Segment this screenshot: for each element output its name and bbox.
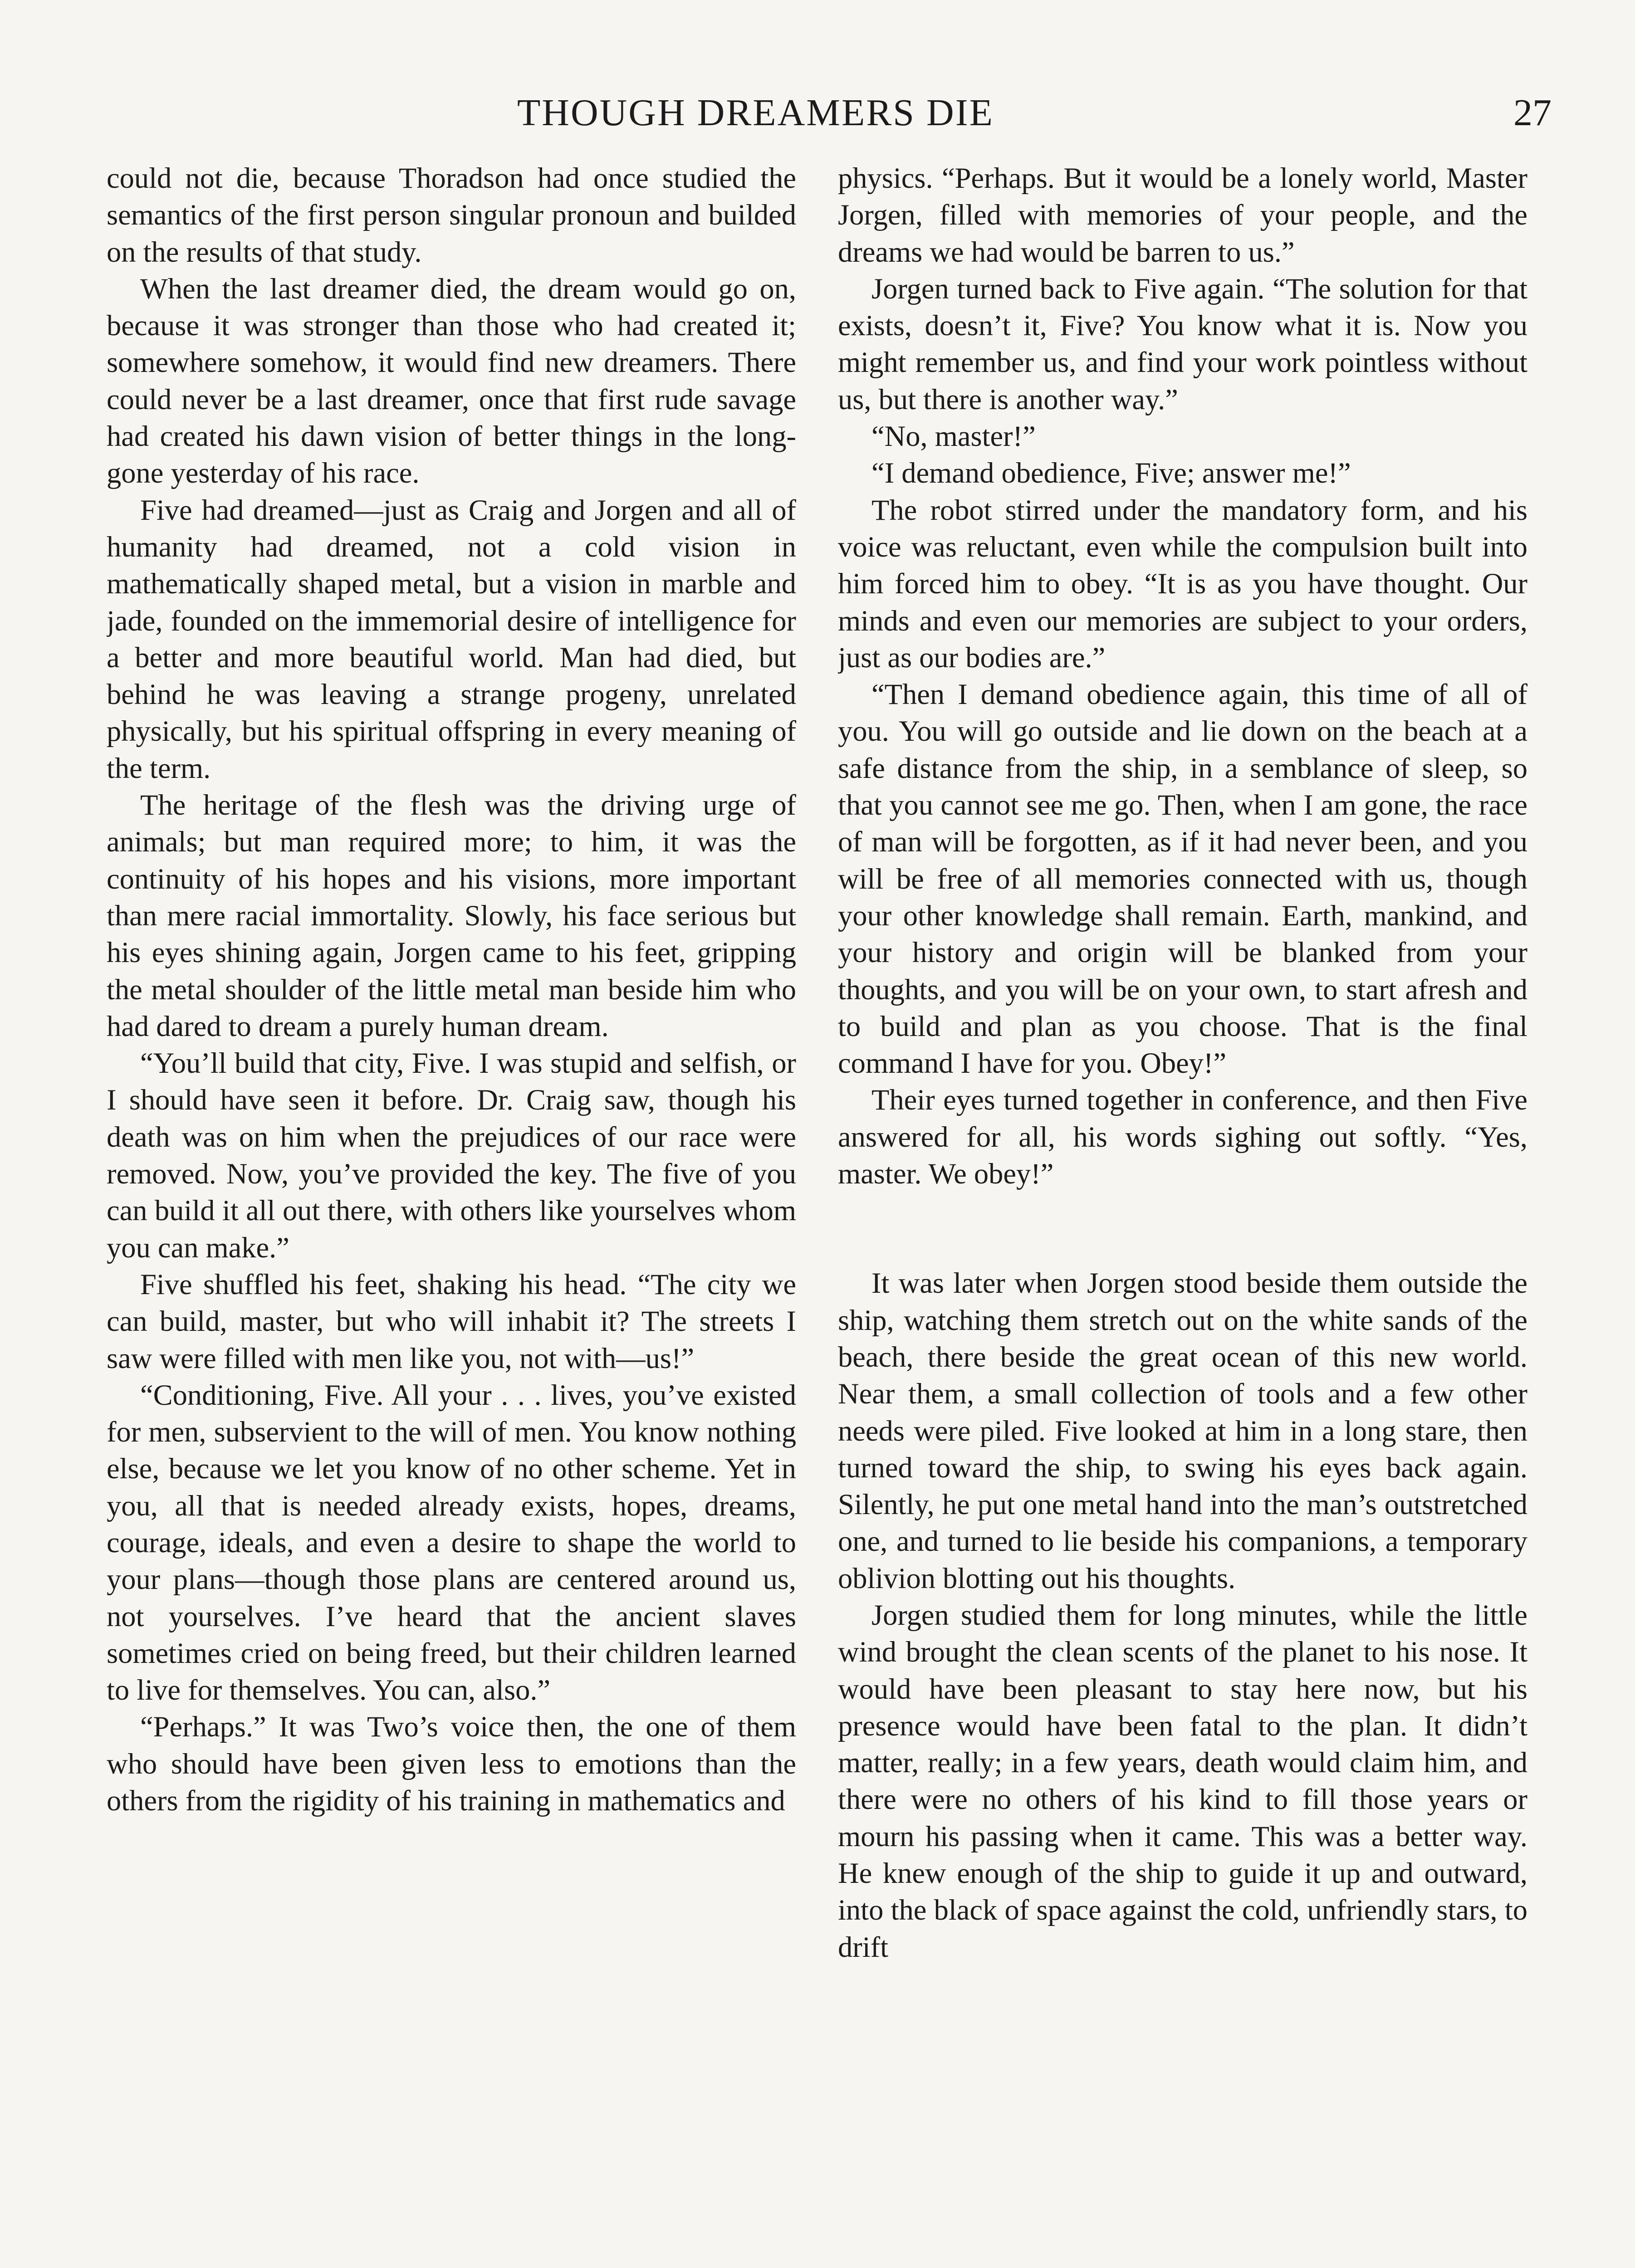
paragraph: The heritage of the flesh was the driving urge of animals; but man required more; to him, it was the continuity of his hopes and his visions, more important than mere racial immortality. Slowly, his face serious but his eyes shining again, Jorgen came to his feet, gripping the metal shoulder of the little metal man beside him who had dared to dream a purely human dream. [107,789,796,1042]
paragraph: physics. “Perhaps. But it would be a lonely world, Master Jorgen, filled with memories of your people, and the dreams we had would be barren to us.” [838,162,1527,268]
paragraph: “Conditioning, Five. All your . . . lives, you’ve existed for men, subservient to the will of men. You know nothing else, because we let you know of no other scheme. Yet in you, all that is needed already exists, hopes, dreams, courage, ideals, and even a desire to shape the world to your plans—though those plans are centered around us, not yourselves. I’ve heard that the ancient slaves sometimes cried on being freed, but their children learned to live for themselves. You can, also.” [107,1378,796,1706]
paragraph: “No, master!” [871,420,1036,453]
paragraph: “Then I demand obedience again, this time of all of you. You will go outside and lie down on the beach at a safe distance from the ship, in a semblance of sleep, so that you cannot see me go. Then, when I am gone, the race of man will be forgotten, as if it had never been, and you will be free of all memories connected with us, though your other knowledge shall remain. Earth, mankind, and your history and origin will be blanked from your thoughts, and you will be on your own, to start afresh and to build and plan as you choose. That is the final command I have for you. Obey!” [838,678,1527,1080]
page-number: 27 [1513,92,1552,134]
paragraph: When the last dreamer died, the dream would go on, because it was stronger than those who had created it; somewhere somehow, it would find new dreamers. There could never be a last dreamer, once that first rude savage had created his dawn vision of better things in the long-gone yesterday of his race. [107,272,796,489]
running-title: THOUGH DREAMERS DIE [517,92,994,134]
running-head [517,91,1552,150]
paragraph: It was later when Jorgen stood beside them outside the ship, watching them stretch out on the white sands of the beach, there beside the great ocean of this new world. Near them, a small collection of tools and a few other needs were piled. Five looked at him in a long stare, then turned toward the ship, to swing his eyes back again. Silently, he put one metal hand into the man’s outstretched one, and turned to lie beside his companions, a temporary oblivion blotting out his thoughts. [838,1267,1527,1594]
paragraph: “You’ll build that city, Five. I was stupid and selfish, or I should have seen it before. Dr. Craig saw, though his death was on him when the prejudices of our race were removed. Now, you’ve provided the key. The five of you can build it all out there, with others like yourselves whom you can make.” [107,1047,796,1264]
paragraph: The robot stirred under the mandatory form, and his voice was reluctant, even while the compulsion built into him forced him to obey. “It is as you have thought. Our minds and even our memories are subject to your orders, just as our bodies are.” [838,494,1527,674]
paragraph: Jorgen studied them for long minutes, while the little wind brought the clean scents of the planet to his nose. It would have been pleasant to stay here now, but his presence would have been fatal to the plan. It didn’t matter, really; in a few years, death would claim him, and there were no others of his kind to fill those years or mourn his passing when it came. This was a better way. He knew enough of the ship to guide it up and outward, into the black of space against the cold, unfriendly stars, to drift [838,1598,1527,1963]
paragraph: “Perhaps.” It was Two’s voice then, the one of them who should have been given less to emotions than the others from the rigidity of his training in mathematics and [107,1711,796,1817]
paragraph: could not die, because Thoradson had once studied the semantics of the first person singular pronoun and builded on the results of that study. [107,162,796,268]
paragraph: Five had dreamed—just as Craig and Jorgen and all of humanity had dreamed, not a cold vision in mathematically shaped metal, but a vision in marble and jade, founded on the immemorial desire of intelligence for a better and more beautiful world. Man had died, but behind he was leaving a strange progeny, unrelated physically, but his spiritual offspring in every meaning of the term. [107,494,796,784]
paragraph: Their eyes turned together in conference, and then Five answered for all, his words sighing out softly. “Yes, master. We obey!” [838,1084,1527,1190]
paragraph: Five shuffled his feet, shaking his head. “The city we can build, master, but who will inhabit it? The streets I saw were filled with men like you, not with—us!” [107,1268,796,1374]
right-column [838,160,1527,2268]
left-column [107,160,796,2268]
paragraph: Jorgen turned back to Five again. “The solution for that exists, doesn’t it, Five? You know what it is. Now you might remember us, and find your work pointless without us, but there is another way.” [838,272,1527,415]
paragraph: “I demand obedience, Five; answer me!” [871,457,1351,489]
